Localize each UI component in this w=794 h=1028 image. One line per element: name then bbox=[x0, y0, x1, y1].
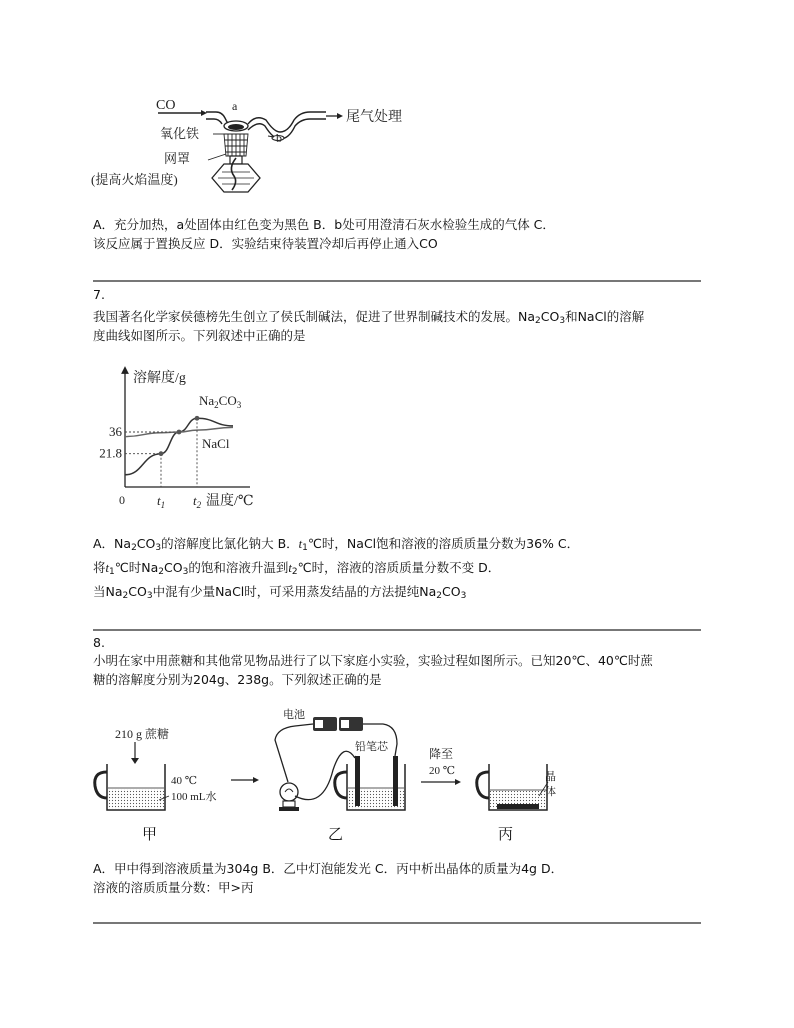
q8-cup-bing bbox=[477, 764, 547, 810]
divider bbox=[93, 922, 701, 924]
q8-temp20-label: 20 ℃ bbox=[429, 765, 456, 777]
q7-options-line1: A．$Na_2CO_3$的溶解度比氯化钠大 B．$t_1℃$时，NaCl饱和溶液的溶质质量分数为36% C． bbox=[93, 536, 580, 553]
q8-options-line2: 溶液的溶质质量分数：甲>丙 bbox=[93, 880, 254, 895]
q7-key-point bbox=[195, 416, 200, 421]
q6-mesh-label: 网罩 bbox=[164, 151, 191, 166]
q7-y-tick-label: 21.8 bbox=[99, 445, 122, 461]
q8-label-jia: 甲 bbox=[142, 825, 158, 843]
q8-temp40-label: 40 ℃ bbox=[171, 775, 198, 787]
q8-cup-jia bbox=[95, 764, 165, 810]
q8-stem-line1: 小明在家中用蔗糖和其他常见物品进行了以下家庭小实验，实验过程如图所示。已知20℃、40℃时蔗 bbox=[93, 653, 653, 668]
q7-number: 7. bbox=[93, 287, 105, 302]
q7-origin-label: 0 bbox=[119, 493, 125, 507]
q8-water-label: 100 mL水 bbox=[171, 791, 217, 803]
q7-stem-line1: 我国著名化学家侯德榜先生创立了侯氏制碱法，促进了世界制碱技术的发展。$Na_2CO_3$和NaCl的溶解 bbox=[93, 309, 645, 326]
q8-circuit-yi bbox=[275, 717, 405, 811]
q8-crystal-label-1: 晶 bbox=[545, 771, 556, 783]
q8-experiment-figure bbox=[93, 700, 556, 850]
q8-cool-label: 降至 bbox=[429, 747, 454, 761]
q7-y-tick-label: 36 bbox=[109, 424, 122, 439]
q6-co-label: CO bbox=[156, 98, 176, 113]
q7-x-tick-label: $t_2$ bbox=[192, 493, 202, 510]
q8-number: 8. bbox=[93, 635, 105, 650]
q7-nacl-curve-label: NaCl bbox=[202, 436, 230, 451]
q8-pencil-label: 铅笔芯 bbox=[355, 741, 388, 753]
q7-y-axis-label: 溶解度/g bbox=[133, 371, 186, 386]
q6-a-label: a bbox=[232, 99, 238, 113]
divider bbox=[93, 280, 701, 282]
q6-b-label: b bbox=[276, 131, 282, 145]
q8-label-bing: 丙 bbox=[498, 825, 514, 843]
q7-options-line2: 将$t_1℃$时$Na_2CO_3$的饱和溶液升温到$t_2℃$时，溶液的溶质质量分数不变 D． bbox=[93, 560, 501, 577]
q8-options-line1: A．甲中得到溶液质量为304g B．乙中灯泡能发光 C．丙中析出晶体的质量为4g D． bbox=[93, 861, 564, 876]
q6-flame-label: (提高火焰温度) bbox=[91, 172, 178, 187]
q8-sugar-label: 210 g 蔗糖 bbox=[115, 727, 170, 741]
q6-options-line2: 该反应属于置换反应 D．实验结束待装置冷却后再停止通入CO bbox=[93, 236, 438, 251]
divider bbox=[93, 629, 701, 631]
q7-stem-line2: 度曲线如图所示。下列叙述中正确的是 bbox=[93, 328, 306, 343]
q7-options-line3: 当$Na_2CO_3$中混有少量NaCl时，可采用蒸发结晶的方法提纯$Na_2CO_3$ bbox=[93, 584, 467, 601]
q7-na2co3-curve-label: $Na_2CO_3$ bbox=[199, 393, 242, 410]
q6-apparatus-figure bbox=[88, 92, 418, 202]
q7-solubility-chart bbox=[100, 362, 270, 520]
q8-battery-label: 电池 bbox=[283, 709, 305, 721]
q7-key-point bbox=[177, 430, 182, 435]
q8-stem-line2: 糖的溶解度分别为204g、238g。下列叙述正确的是 bbox=[93, 672, 382, 687]
q6-options-line1: A．充分加热，a处固体由红色变为黑色 B．b处可用澄清石灰水检验生成的气体 C． bbox=[93, 217, 555, 232]
q8-crystal-label-2: 体 bbox=[545, 786, 556, 798]
q7-x-axis-label: 温度/℃ bbox=[206, 494, 254, 509]
q6-tail-label: 尾气处理 bbox=[346, 110, 402, 125]
q7-x-tick-label: $t_1$ bbox=[156, 493, 166, 510]
q7-key-point bbox=[159, 451, 164, 456]
q6-iron-oxide-label: 氧化铁 bbox=[160, 126, 200, 141]
q8-label-yi: 乙 bbox=[328, 825, 344, 843]
